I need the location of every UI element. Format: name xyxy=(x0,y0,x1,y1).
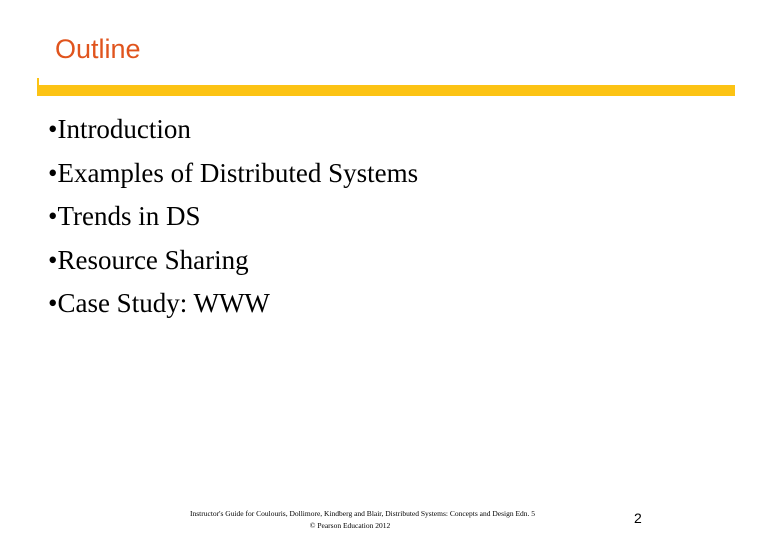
bullet-icon: • xyxy=(48,157,58,188)
bullet-item xyxy=(48,239,418,283)
bullet-item xyxy=(48,195,418,239)
bullet-item xyxy=(48,282,418,326)
bullet-icon: • xyxy=(48,244,58,275)
bullet-text: Introduction xyxy=(57,114,191,144)
bullet-icon: • xyxy=(48,201,58,231)
footer-credit xyxy=(190,508,536,532)
bullet-item xyxy=(48,108,418,152)
bullet-text: Resource Sharing xyxy=(57,244,249,275)
footer-line-2: © Pearson Education 2012 xyxy=(309,521,391,530)
page-number: 2 xyxy=(634,510,642,526)
footer-line-1: Instructor's Guide for Coulouris, Dollimore, Kindberg and Blair, Distributed Systems: Concepts and Design Edn. 5 xyxy=(190,509,536,518)
bullet-icon: • xyxy=(48,288,58,318)
bullet-text: Examples of Distributed Systems xyxy=(57,157,419,188)
bullet-icon: • xyxy=(48,114,58,144)
bullet-list xyxy=(48,108,418,326)
bullet-text: Case Study: WWW xyxy=(57,288,270,318)
bullet-item xyxy=(48,152,418,196)
bullet-text: Trends in DS xyxy=(57,201,201,231)
title-rule xyxy=(37,85,735,96)
slide-title: Outline xyxy=(55,34,141,64)
